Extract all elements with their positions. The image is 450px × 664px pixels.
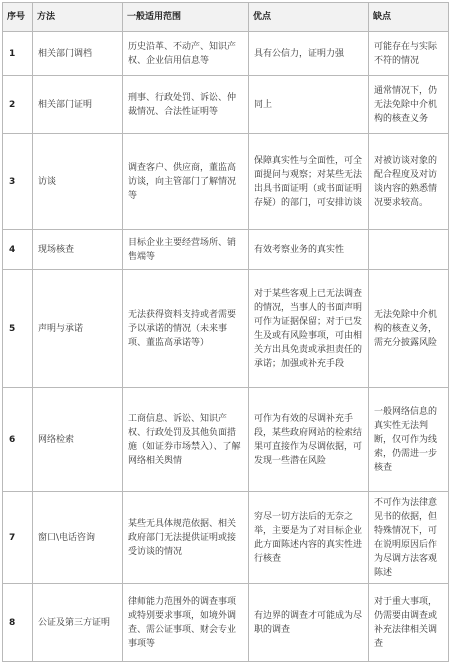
scope-cell (123, 492, 249, 584)
advantage-cell (249, 270, 369, 388)
disadvantage-text: 无法免除中介机构的核查义务，需充分披露风险 (374, 309, 438, 348)
method-cell: 窗口\电话咨询 (33, 492, 123, 584)
table-row (3, 492, 449, 584)
disadvantage-text: 对被访谈对象的配合程度及对访谈内容的熟悉情况要求较高。 (374, 155, 438, 208)
disadvantage-cell (369, 76, 449, 134)
scope-cell (123, 76, 249, 134)
header-method: 方法 (33, 3, 123, 32)
row-number: 7 (3, 492, 33, 584)
header-disadvantage: 缺点 (369, 3, 449, 32)
method-cell: 相关部门证明 (33, 76, 123, 134)
row-number: 1 (3, 32, 33, 76)
row-number: 4 (3, 230, 33, 270)
advantage-cell (249, 76, 369, 134)
row-number: 3 (3, 134, 33, 230)
disadvantage-cell (369, 32, 449, 76)
scope-text: 律师能力范围外的调查事项或特别要求事项，如境外调查、需公证事项、财会专业事项等 (128, 596, 237, 649)
method-cell: 相关部门调档 (33, 32, 123, 76)
advantage-text: 同上 (254, 99, 273, 110)
table-header-row (3, 3, 449, 32)
disadvantage-text: 可能存在与实际不符的情况 (374, 41, 438, 66)
table-row (3, 270, 449, 388)
scope-cell (123, 32, 249, 76)
disadvantage-cell (369, 230, 449, 270)
disadvantage-cell (369, 270, 449, 388)
table-row (3, 32, 449, 76)
disadvantage-text: 对于重大事项，仍需要由调查或补充法律相关调查 (374, 596, 438, 649)
scope-text: 某些无具体规范依据、相关政府部门无法提供证明或接受访谈的情况 (128, 518, 237, 557)
disadvantage-text: 一般网络信息的真实性无法判断，仅可作为线索，仍需进一步核查 (374, 406, 438, 473)
advantage-text: 保障真实性与全面性，可全面提问与观察；对某些无法出具书面证明（或书面证明存疑）的部门，可安排访谈 (254, 155, 363, 208)
scope-cell (123, 388, 249, 492)
scope-cell (123, 584, 249, 662)
method-cell: 声明与承诺 (33, 270, 123, 388)
table-row (3, 76, 449, 134)
method-cell: 现场核查 (33, 230, 123, 270)
advantage-cell (249, 584, 369, 662)
scope-cell (123, 270, 249, 388)
scope-cell (123, 230, 249, 270)
advantage-cell (249, 230, 369, 270)
row-number: 5 (3, 270, 33, 388)
header-no: 序号 (3, 3, 33, 32)
row-number: 2 (3, 76, 33, 134)
method-cell: 网络检索 (33, 388, 123, 492)
method-cell: 访谈 (33, 134, 123, 230)
scope-text: 无法获得资料支持或者需要予以承诺的情况（未来事项、董监高承诺等） (128, 309, 237, 348)
header-advantage: 优点 (249, 3, 369, 32)
advantage-cell (249, 134, 369, 230)
scope-cell (123, 134, 249, 230)
scope-text: 调查客户、供应商，董监高访谈，向主管部门了解情况等 (128, 162, 237, 201)
method-cell: 公证及第三方证明 (33, 584, 123, 662)
disadvantage-cell (369, 584, 449, 662)
scope-text: 目标企业主要经营场所、销售端等 (128, 237, 237, 262)
row-number: 8 (3, 584, 33, 662)
advantage-cell (249, 388, 369, 492)
advantage-text: 具有公信力，证明力强 (254, 48, 345, 59)
table-row (3, 134, 449, 230)
advantage-cell (249, 32, 369, 76)
scope-text: 刑事、行政处罚、诉讼、仲裁情况、合法性证明等 (128, 92, 237, 117)
disadvantage-cell (369, 388, 449, 492)
scope-text: 工商信息、诉讼、知识产权、行政处罚及其他负面措施（如证券市场禁入）、了解网络相关舆情 (128, 413, 241, 466)
advantage-text: 穷尽一切方法后的无奈之举，主要是为了对目标企业此方面陈述内容的真实性进行核查 (254, 511, 363, 564)
disadvantage-cell (369, 492, 449, 584)
advantage-text: 有效考察业务的真实性 (254, 244, 345, 255)
due-diligence-methods-table (2, 2, 449, 662)
scope-text: 历史沿革、不动产、知识产权、企业信用信息等 (128, 41, 237, 66)
advantage-text: 对于某些客观上已无法调查的情况，当事人的书面声明可作为证据保留；对于已发生及或有风险事项，可由相关方出具免责或承担责任的承诺；加强或补充手段 (254, 288, 363, 369)
advantage-text: 可作为有效的尽调补充手段，某些政府网站的检索结果可直接作为尽调依据，可发现一些潜在风险 (254, 413, 363, 466)
disadvantage-text: 不可作为法律意见书的依据，但特殊情况下，可在说明原因后作为尽调方法客观陈述 (374, 497, 438, 578)
table-row (3, 230, 449, 270)
row-number: 6 (3, 388, 33, 492)
disadvantage-text: 通常情况下，仍无法免除中介机构的核查义务 (374, 85, 438, 124)
advantage-cell (249, 492, 369, 584)
table-row (3, 584, 449, 662)
table-row (3, 388, 449, 492)
advantage-text: 有边界的调查才可能成为尽职的调查 (254, 610, 363, 635)
disadvantage-cell (369, 134, 449, 230)
header-scope: 一般适用范围 (123, 3, 249, 32)
